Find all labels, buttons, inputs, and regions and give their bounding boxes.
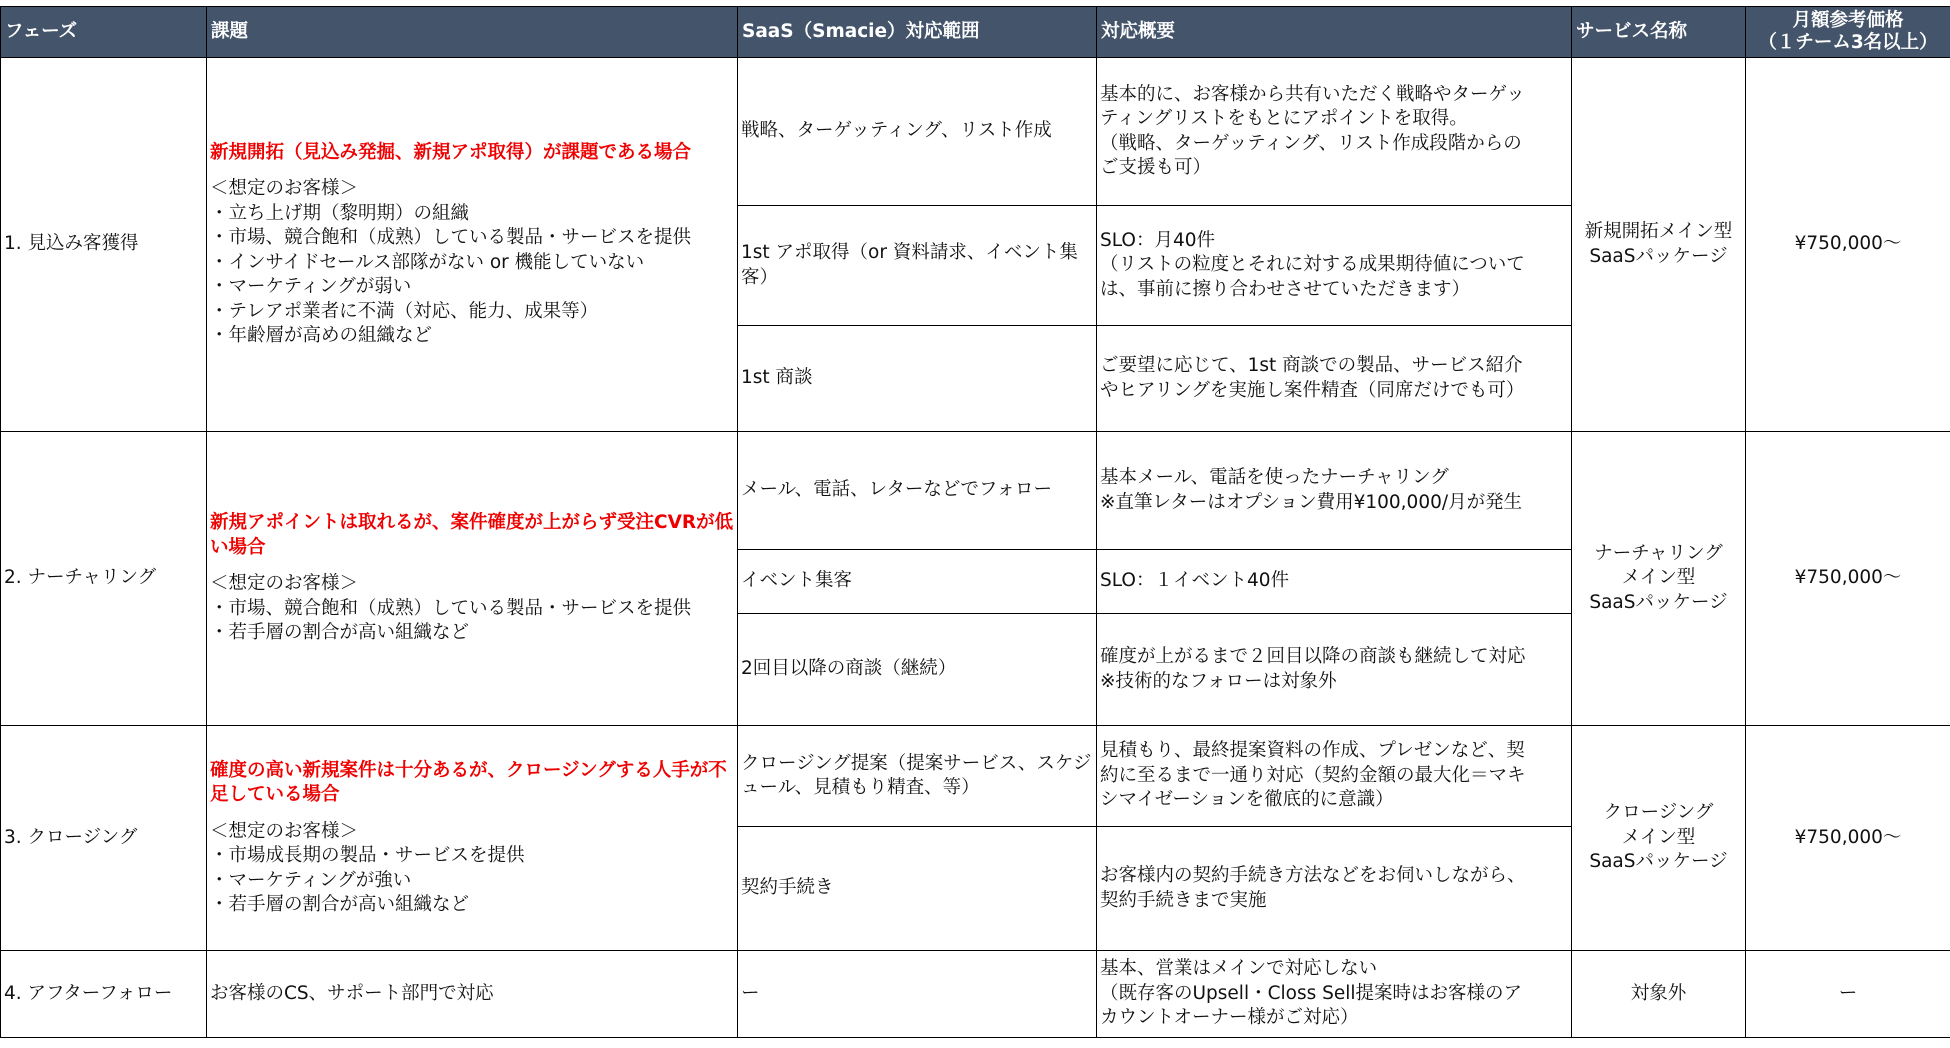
summary-line: （既存客のUpsell・Closs Sell提案時はお客様のア <box>1100 982 1523 1004</box>
scope-cell: 戦略、ターゲッティング、リスト作成 <box>738 58 1097 206</box>
price-cell: ¥750,000〜 <box>1746 726 1950 951</box>
customer-item: ・市場、競合飽和（成熟）している製品・サービスを提供 <box>210 227 692 248</box>
summary-cell <box>1097 58 1572 206</box>
scope-cell: 契約手続き <box>738 827 1097 951</box>
price-cell: ¥750,000〜 <box>1746 58 1950 432</box>
service-line: メイン型 <box>1621 567 1696 589</box>
summary-line: 契約手続きまで実施 <box>1100 889 1267 911</box>
service-line: 新規開拓メイン型 <box>1584 221 1733 242</box>
summary-line: ご支援も可） <box>1100 157 1212 178</box>
table-row <box>1 951 1950 1038</box>
phase-cell: 4. アフターフォロー <box>1 951 207 1038</box>
phase-cell: 3. クロージング <box>1 726 207 951</box>
summary-line: お客様内の契約手続き方法などをお伺いしながら、 <box>1100 865 1526 886</box>
customer-item: ・市場成長期の製品・サービスを提供 <box>210 845 525 866</box>
service-line: SaaSパッケージ <box>1589 591 1728 613</box>
service-cell <box>1572 726 1746 951</box>
service-cell <box>1572 58 1746 432</box>
summary-line: は、事前に擦り合わせさせていただきます） <box>1100 278 1471 300</box>
service-line: クロージング <box>1603 802 1714 824</box>
table-row <box>1 58 1950 206</box>
header-issue: 課題 <box>207 7 738 58</box>
summary-cell <box>1097 550 1572 614</box>
customer-item: ・若手層の割合が高い組織など <box>210 894 470 915</box>
summary-line: SLO：月40件 <box>1100 229 1215 251</box>
summary-cell <box>1097 432 1572 550</box>
customer-item: ・マーケティングが強い <box>210 869 412 891</box>
summary-cell <box>1097 206 1572 326</box>
issue-cell <box>207 432 738 726</box>
issue-cell <box>207 58 738 432</box>
summary-line: ※技術的なフォローは対象外 <box>1100 670 1337 692</box>
summary-line: ティングリストをもとにアポイントを取得。 <box>1100 108 1468 129</box>
table-row <box>1 432 1950 550</box>
header-service: サービス名称 <box>1572 7 1746 58</box>
summary-line: 基本メール、電話を使ったナーチャリング <box>1100 467 1449 488</box>
scope-cell: イベント集客 <box>738 550 1097 614</box>
header-price-line2: （１チーム3名以上） <box>1758 32 1938 53</box>
summary-line: （戦略、ターゲッティング、リスト作成段階からの <box>1100 132 1522 154</box>
scope-cell: 1st アポ取得（or 資料請求、イベント集客） <box>738 206 1097 326</box>
service-line: SaaSパッケージ <box>1589 245 1728 267</box>
header-summary: 対応概要 <box>1097 7 1572 58</box>
customers-label: ＜想定のお客様＞ <box>210 820 359 842</box>
summary-line: （リストの粒度とそれに対する成果期待値について <box>1100 254 1525 276</box>
customers-label: ＜想定のお客様＞ <box>210 573 359 595</box>
customer-item: ・インサイドセールス部隊がない or 機能していない <box>210 251 645 273</box>
customer-item: ・テレアポ業者に不満（対応、能力、成果等） <box>210 300 599 322</box>
issue-title: 新規アポイントは取れるが、案件確度が上がらず受注CVRが低い場合 <box>210 512 734 558</box>
issue-cell: お客様のCS、サポート部門で対応 <box>207 951 738 1038</box>
service-table <box>0 6 1950 1038</box>
scope-cell: クロージング提案（提案サービス、スケジュール、見積もり精査、等） <box>738 726 1097 827</box>
issue-title: 確度の高い新規案件は十分あるが、クロージングする人手が不足している場合 <box>210 759 727 805</box>
service-line: SaaSパッケージ <box>1589 851 1728 873</box>
summary-line: シマイゼーションを徹底的に意識） <box>1100 789 1394 811</box>
customer-item: ・市場、競合飽和（成熟）している製品・サービスを提供 <box>210 597 692 619</box>
phase-cell: 1. 見込み客獲得 <box>1 58 207 432</box>
issue-cell <box>207 726 738 951</box>
issue-title: 新規開拓（見込み発掘、新規アポ取得）が課題である場合 <box>210 141 692 163</box>
table-row <box>1 726 1950 827</box>
summary-cell <box>1097 326 1572 432</box>
scope-cell: ー <box>738 951 1097 1038</box>
scope-cell: 2回目以降の商談（継続） <box>738 614 1097 726</box>
summary-line: 基本的に、お客様から共有いただく戦略やターゲッ <box>1100 83 1525 105</box>
summary-line: 確度が上がるまで２回目以降の商談も継続して対応 <box>1100 646 1526 667</box>
scope-cell: 1st 商談 <box>738 326 1097 432</box>
scope-cell: メール、電話、レターなどでフォロー <box>738 432 1097 550</box>
customers-label: ＜想定のお客様＞ <box>210 178 359 199</box>
summary-line: SLO：１イベント40件 <box>1100 570 1289 592</box>
header-phase: フェーズ <box>1 7 207 58</box>
summary-line: 約に至るまで一通り対応（契約金額の最大化＝マキ <box>1100 764 1526 786</box>
price-cell: ー <box>1746 951 1950 1038</box>
table-header-row <box>1 7 1950 58</box>
customer-item: ・立ち上げ期（黎明期）の組織 <box>210 202 470 224</box>
summary-line: 基本、営業はメインで対応しない <box>1100 958 1378 980</box>
header-price-line1: 月額参考価格 <box>1792 10 1904 31</box>
summary-cell <box>1097 827 1572 951</box>
price-cell: ¥750,000〜 <box>1746 432 1950 726</box>
summary-line: カウントオーナー様がご対応） <box>1100 1007 1359 1029</box>
summary-cell <box>1097 951 1572 1038</box>
summary-line: 見積もり、最終提案資料の作成、プレゼンなど、契 <box>1100 740 1525 762</box>
service-line: メイン型 <box>1621 826 1696 848</box>
service-line: ナーチャリング <box>1594 542 1723 564</box>
header-price <box>1746 7 1950 58</box>
summary-line: やヒアリングを実施し案件精査（同席だけでも可） <box>1100 379 1525 401</box>
summary-cell <box>1097 614 1572 726</box>
header-scope: SaaS（Smacie）対応範囲 <box>738 7 1097 58</box>
summary-cell <box>1097 726 1572 827</box>
summary-line: ご要望に応じて、1st 商談での製品、サービス紹介 <box>1100 355 1523 376</box>
customer-item: ・マーケティングが弱い <box>210 276 412 297</box>
customer-item: ・若手層の割合が高い組織など <box>210 622 470 644</box>
customer-item: ・年齢層が高めの組織など <box>210 325 433 346</box>
phase-cell: 2. ナーチャリング <box>1 432 207 726</box>
summary-line: ※直筆レターはオプション費用¥100,000/月が発生 <box>1100 491 1523 513</box>
service-cell: 対象外 <box>1572 951 1746 1038</box>
service-cell <box>1572 432 1746 726</box>
